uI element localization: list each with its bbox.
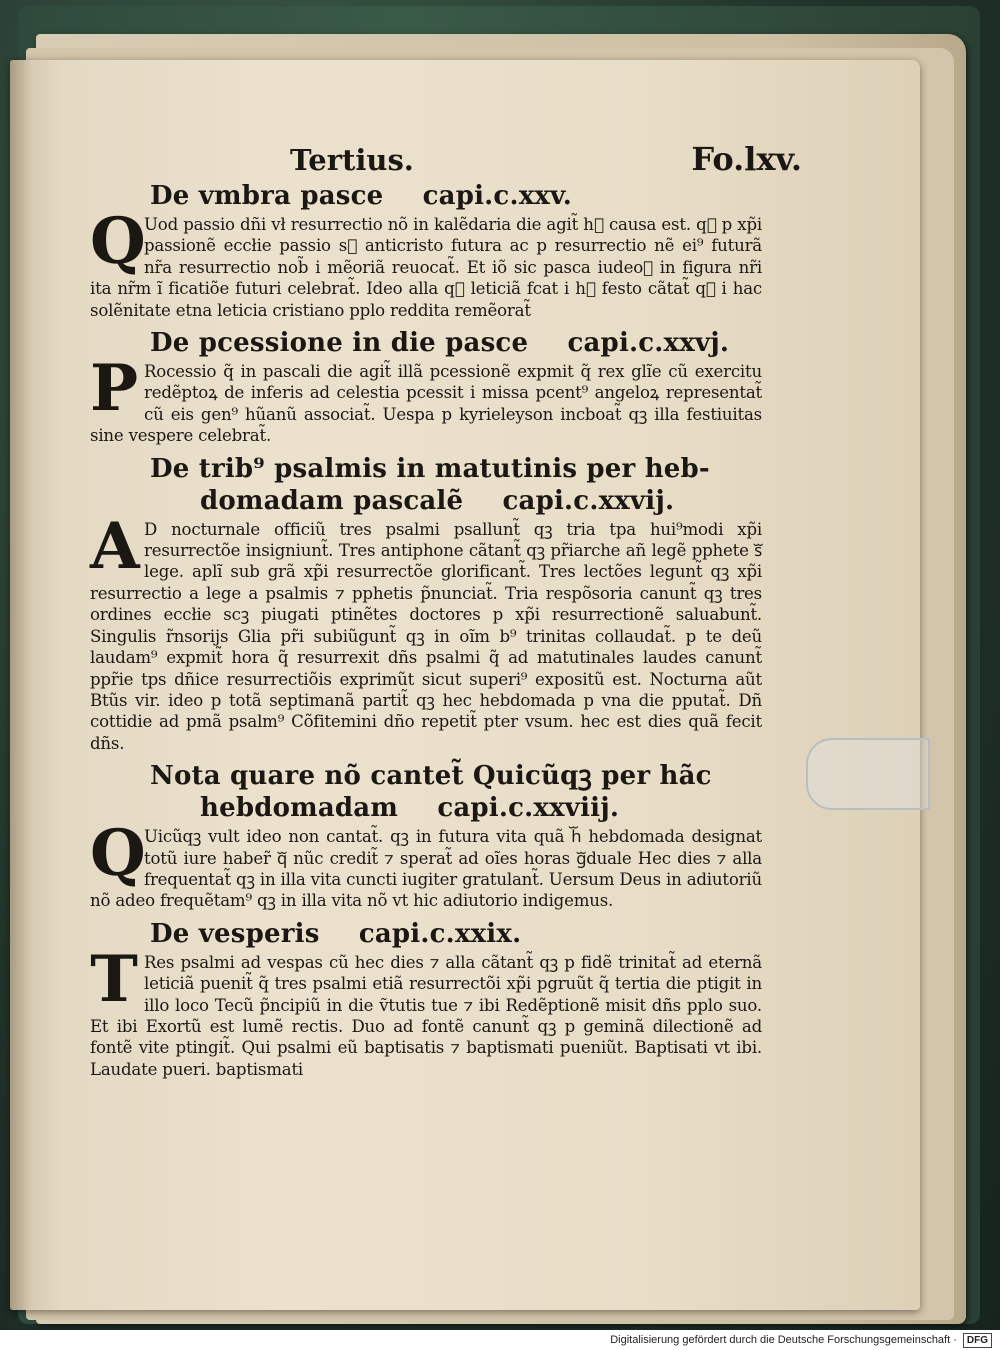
section-heading bbox=[150, 180, 762, 212]
page-gutter bbox=[10, 60, 32, 1310]
bookmark-clip bbox=[806, 738, 930, 810]
heading-text: De vmbra pasce bbox=[150, 181, 384, 211]
section-heading bbox=[150, 760, 762, 824]
paragraph-text: Uod passio dñi vł resurrectio nõ in kalẽdaria die agit̃ hᷓ causa est. qᷓ p xp̃i passionẽ eccłie passio sᷓ anticristo futura ac p resurrectio nẽ ei⁹ futurã nr̃a resurrectio nob̃ i mẽoriã reuocat̃. Et iõ sic pasca iudeoꝝ in figura nr̃i ita nr̃m ĩ ficatiõe futuri celebrat̃. Ideo alla qᷓ leticiã fcat i hᷓ festo cãtat̃ qꝫ i hac solẽnitate etna leticia cristiano pplo reddita remẽorat̃ bbox=[90, 215, 762, 320]
section-paragraph bbox=[90, 816, 762, 912]
initial-letter: Q bbox=[90, 204, 146, 279]
chapter-number: capi.c.xxvj. bbox=[567, 328, 730, 359]
chapter-number: capi.c.xxv. bbox=[422, 181, 573, 211]
heading-text-line2: domadam pascalẽ bbox=[200, 485, 464, 516]
paragraph-text: Res psalmi ad vespas cũ hec dies ⁊ alla cãtant̃ qꝫ p fidẽ trinitat̃ ad eternã leticiã puenit̃ q̃ tres psalmi etiã resurrectõi xp̃i pgruũt q̃ tertia die ptigit in illo loco Tecũ p̃ncipiũ in die ṽtutis tue ⁊ ibi Redẽptionẽ misit dñs pplo suo. Et ibi Exortũ est lumẽ rectis. Duo ad fontẽ canunt̃ qꝫ p geminã dilectionẽ ad fontẽ vite ptingit̃. Qui psalmi eũ baptisatis ⁊ baptismati pueniũt. Baptisati vt ibi. Laudate pueri. baptismati bbox=[90, 952, 762, 1079]
section-heading bbox=[150, 918, 762, 950]
section-paragraph bbox=[90, 204, 762, 321]
book-page bbox=[10, 60, 920, 1310]
folio-number: Fo.lxv. bbox=[691, 140, 802, 178]
heading-text: Nota quare nõ cantet̃ Quicũqꝫ per hãc bbox=[150, 761, 712, 792]
chapter-number: capi.c.xxviij. bbox=[437, 793, 620, 824]
initial-letter: P bbox=[90, 351, 138, 427]
heading-text-line2: hebdomadam bbox=[200, 793, 399, 824]
paragraph-text: Uicũqꝫ vult ideo non cantat̃. qꝫ in futura vita quã hᷓ hebdomada designat totũ iure haber̃ qᷓ nũc credit̃ ⁊ sperat̃ ad oĩes horas gᷓduale Hec dies ⁊ alla frequentat̃ qꝫ in illa vita cuncti iugiter gratulant̃. Uersum Deus in adiutoriũ nõ adeo frequẽtam⁹ qꝫ in illa vita nõ vt hic adiutorio indigemus. bbox=[90, 827, 762, 911]
heading-text: De pcessione in die pasce bbox=[150, 328, 529, 359]
section-heading bbox=[150, 453, 762, 517]
funding-credit: Digitalisierung gefördert durch die Deutsche Forschungsgemeinschaft · bbox=[610, 1334, 957, 1346]
running-head-title: Tertius. bbox=[290, 143, 414, 177]
initial-letter: A bbox=[90, 508, 140, 584]
section-paragraph bbox=[90, 351, 762, 447]
section-paragraph bbox=[90, 941, 762, 1080]
heading-text: De trib⁹ psalmis in matutinis per heb- bbox=[150, 453, 710, 484]
paragraph-text: Rocessio q̃ in pascali die agit̃ illã pcessionẽ expmit q̃ rex glĩe cũ exercitu redẽptoꝝ de inferis ad celestia pcessit i missa pcent⁹ angeloꝝ representat̃ cũ eis gen⁹ hũanũ associat̃. Uespa p kyrieleyson incboat̃ qꝫ illa festiuitas sine vespere celebrat̃. bbox=[90, 362, 762, 446]
dfg-logo: DFG bbox=[963, 1333, 992, 1348]
chapter-number: capi.c.xxvij. bbox=[502, 485, 675, 516]
digitization-credit-bar bbox=[0, 1330, 1000, 1350]
paragraph-text: D nocturnale officiũ tres psalmi psallunt̃ qꝫ tria tpa hui⁹modi xp̃i resurrectõe insigniunt̃. Tres antiphone cãtant̃ qꝫ pr̃iarche añ legẽ pphete sᷓ lege. aplĩ sub grã xp̃i resurrectõe glorificant̃. Tres lectões legunt̃ qꝫ xp̃i resurrectio a lege a psalmis ⁊ pphetis p̃nunciat̃. Tria respõsoria canunt̃ qꝫ tres ordines eccłie scꝫ piugati ptinẽtes doctores p xp̃i resurrectionẽ saluabunt̃. Singulis r̃nsorijs Glia pr̃i subiũgunt̃ qꝫ in oĩm b⁹ trinitas collaudat̃. p te deũ laudam⁹ expmit̃ hora q̃ resurrexit dñs psalmi q̃ ad matutinales laudes canunt̃ ppr̃ie tps dñice resurrectiõis exprimũt sicut superi⁹ expositũ est. Nocturna aũt Btũs vir. ideo p totã septimanã partit̃ qꝫ hec hebdomada p vna die pputat̃. Dñ cottidie ad pmã psalm⁹ Cõfitemini dño repetit̃ pter vsum. hec est dies quã fecit dñs. bbox=[90, 519, 762, 753]
running-head bbox=[290, 140, 802, 178]
initial-letter: T bbox=[90, 941, 138, 1017]
initial-letter: Q bbox=[90, 816, 146, 892]
section-paragraph bbox=[90, 508, 762, 754]
section-heading bbox=[150, 327, 762, 359]
text-block bbox=[90, 140, 802, 1086]
heading-text: De vesperis bbox=[150, 918, 320, 949]
chapter-number: capi.c.xxix. bbox=[358, 918, 522, 949]
